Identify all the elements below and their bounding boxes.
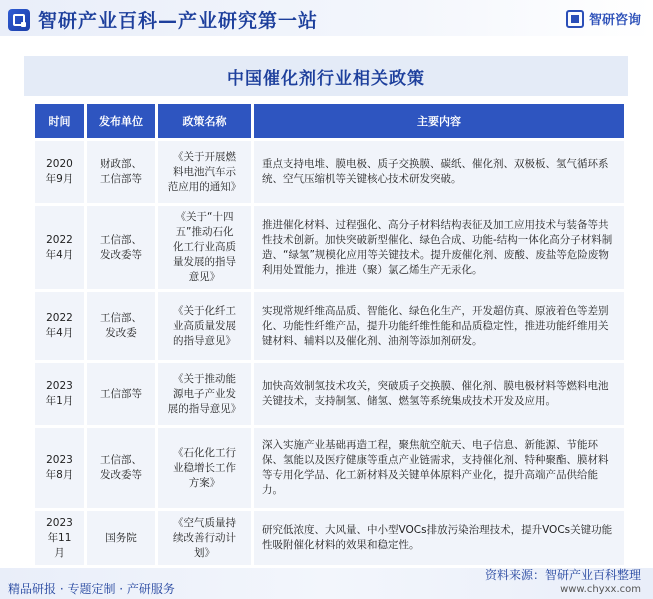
cell-policy: 《关于“十四 五”推动石化 化工行业高质 量发展的指导 意见》 (158, 206, 251, 289)
table-row (35, 363, 624, 425)
policy-table (32, 101, 627, 568)
footer-url: www.chyxx.com (560, 584, 641, 595)
cell-policy: 《关于开展燃 料电池汽车示 范应用的通知》 (158, 141, 251, 203)
brand-name: 智研咨询 (588, 13, 641, 28)
cell-time: 2023 年8月 (35, 428, 84, 508)
cell-policy: 《关于化纤工 业高质量发展 的指导意见》 (158, 292, 251, 360)
cell-content: 重点支持电堆、膜电极、质子交换膜、碳纸、催化剂、双极板、氢气循环系统、空气压缩机等关键核心技术研发突破。 (254, 141, 624, 203)
brand (566, 9, 641, 28)
col-header-publisher: 发布单位 (87, 104, 155, 138)
cell-content: 加快高效制氢技术攻关，突破质子交换膜、催化剂、膜电极材料等燃料电池关键技术，支持制氢、储氢、燃氢等系统集成技术开发及应用。 (254, 363, 624, 425)
cell-time: 2023 年1月 (35, 363, 84, 425)
cell-policy: 《石化化工行 业稳增长工作 方案》 (158, 428, 251, 508)
cell-publisher: 工信部、 发改委等 (87, 206, 155, 289)
cell-policy: 《关于推动能 源电子产业发 展的指导意见》 (158, 363, 251, 425)
cell-publisher: 工信部、 发改委等 (87, 428, 155, 508)
cell-publisher: 工信部、 发改委 (87, 292, 155, 360)
footer-source: 资料来源：智研产业百科整理 (484, 568, 641, 582)
logo-icon (8, 9, 30, 31)
cell-publisher: 国务院 (87, 511, 155, 565)
table-header-row (35, 104, 624, 138)
site-header (8, 6, 318, 33)
col-header-content: 主要内容 (254, 104, 624, 138)
footer-slogan: 精品研报 · 专题定制 · 产研服务 (8, 582, 175, 596)
cell-content: 研究低浓度、大风量、中小型VOCs排放污染治理技术，提升VOCs关键功能性吸附催化材料的效果和稳定性。 (254, 511, 624, 565)
table-body (35, 141, 624, 565)
cell-time: 2022 年4月 (35, 292, 84, 360)
table-title: 中国催化剂行业相关政策 (24, 56, 628, 96)
table-row (35, 292, 624, 360)
table-row (35, 428, 624, 508)
table-row (35, 206, 624, 289)
brand-logo-icon (566, 10, 584, 28)
cell-time: 2020 年9月 (35, 141, 84, 203)
table-row (35, 141, 624, 203)
cell-content: 实现常规纤维高品质、智能化、绿色化生产，开发超仿真、原液着色等差别化、功能性纤维产品，提升功能纤维性能和品质稳定性，推进功能纤维用关键材料、辅料以及催化剂、油剂等添加剂研发。 (254, 292, 624, 360)
cell-content: 推进催化材料、过程强化、高分子材料结构表征及加工应用技术与装备等共性技术创新。加快突破新型催化、绿色合成、功能-结构一体化高分子材料制造、“绿氢”规模化应用等关键技术。提升废催化剂、废酸、废盐等危险废物利用处置能力，推进（聚）氯乙烯生产无汞化。 (254, 206, 624, 289)
col-header-time: 时间 (35, 104, 84, 138)
table-row (35, 511, 624, 565)
cell-content: 深入实施产业基础再造工程，聚焦航空航天、电子信息、新能源、节能环保、氢能以及医疗健康等重点产业链需求，支持催化剂、特种聚酯、膜材料等专用化学品、化工新材料及关键单体原料产业化，提升高端产品供给能力。 (254, 428, 624, 508)
cell-publisher: 工信部等 (87, 363, 155, 425)
site-title: 智研产业百科—产业研究第一站 (38, 10, 319, 32)
cell-time: 2023 年11 月 (35, 511, 84, 565)
cell-policy: 《空气质量持 续改善行动计 划》 (158, 511, 251, 565)
cell-time: 2022 年4月 (35, 206, 84, 289)
cell-publisher: 财政部、 工信部等 (87, 141, 155, 203)
col-header-policy: 政策名称 (158, 104, 251, 138)
